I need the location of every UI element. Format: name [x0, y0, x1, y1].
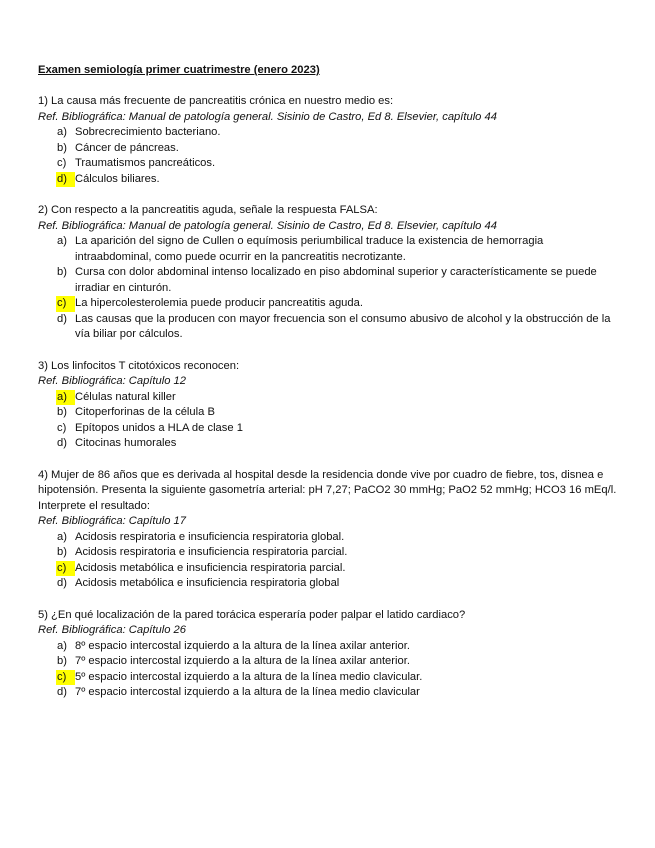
option-text: La aparición del signo de Cullen o equímosis periumbilical traduce la existencia de hemorragia intraabdominal, como puede ocurrir en la pancreatitis necrotizante. — [75, 235, 544, 263]
answer-option — [38, 530, 618, 546]
option-text: Sobrecrecimiento bacteriano. — [75, 126, 221, 138]
question-reference: Ref. Bibliográfica: Manual de patología general. Sisinio de Castro, Ed 8. Elsevier, capítulo 44 — [38, 219, 497, 232]
answer-option — [38, 141, 618, 157]
option-text: 7º espacio intercostal izquierdo a la altura de la línea medio clavicular — [75, 686, 420, 698]
answer-option — [38, 545, 618, 561]
question-reference: Ref. Bibliográfica: Capítulo 12 — [38, 375, 187, 387]
question-reference: Ref. Bibliográfica: Capítulo 17 — [38, 515, 187, 527]
question-reference: Ref. Bibliográfica: Capítulo 26 — [38, 624, 187, 636]
option-text: Citoperforinas de la célula B — [75, 406, 215, 418]
answer-option — [38, 639, 618, 655]
question-block — [38, 94, 618, 187]
highlighted-option-letter: c) — [56, 296, 75, 312]
answer-option — [38, 561, 618, 577]
document-content — [38, 63, 618, 717]
option-letter: d) — [57, 686, 67, 698]
question-reference: Ref. Bibliográfica: Manual de patología general. Sisinio de Castro, Ed 8. Elsevier, capítulo 44 — [38, 110, 497, 123]
option-letter: c) — [57, 421, 67, 434]
option-text: 5º espacio intercostal izquierdo a la altura de la línea medio clavicular. — [75, 670, 423, 683]
answer-option — [38, 296, 618, 312]
highlighted-option-letter: c) — [56, 561, 75, 577]
answer-option — [38, 156, 618, 172]
answer-option — [38, 125, 618, 141]
option-letter: d) — [57, 312, 67, 325]
option-text: Las causas que la producen con mayor frecuencia son el consumo abusivo de alcohol y la obstrucción de la vía biliar por cálculos. — [75, 312, 611, 340]
answer-option — [38, 265, 618, 296]
question-stem: 2) Con respecto a la pancreatitis aguda, señale la respuesta FALSA: — [38, 204, 378, 216]
answer-option — [38, 421, 618, 437]
question-list — [38, 94, 618, 701]
answer-option — [38, 172, 618, 188]
option-letter: b) — [57, 655, 67, 667]
option-text: Cálculos biliares. — [75, 172, 160, 185]
option-text: Acidosis respiratoria e insuficiencia respiratoria global. — [75, 530, 345, 543]
answer-option — [38, 436, 618, 452]
highlighted-option-letter: a) — [56, 390, 75, 406]
question-stem: 3) Los linfocitos T citotóxicos reconocen: — [38, 359, 240, 372]
option-letter: b) — [57, 266, 67, 278]
answer-option — [38, 312, 618, 343]
highlighted-option-letter: d) — [56, 172, 75, 188]
answer-option — [38, 234, 618, 265]
option-letter: b) — [57, 546, 67, 558]
option-letter: b) — [57, 406, 67, 418]
question-block — [38, 203, 618, 343]
option-text: La hipercolesterolemia puede producir pancreatitis aguda. — [75, 297, 363, 309]
question-block — [38, 468, 618, 592]
option-letter: c) — [57, 157, 67, 169]
option-text: Citocinas humorales — [75, 437, 177, 449]
question-block — [38, 608, 618, 701]
answer-option — [38, 390, 618, 406]
option-letter: b) — [57, 141, 67, 154]
question-block — [38, 359, 618, 452]
option-text: Traumatismos pancreáticos. — [75, 157, 216, 169]
option-letter: d) — [57, 437, 67, 449]
option-text: Células natural killer — [75, 390, 176, 403]
answer-option — [38, 685, 618, 701]
answer-option — [38, 654, 618, 670]
option-text: Epítopos unidos a HLA de clase 1 — [75, 421, 243, 434]
option-letter: a) — [57, 235, 67, 247]
question-stem: 5) ¿En qué localización de la pared torácica esperaría poder palpar el latido cardiaco? — [38, 608, 466, 621]
option-text: 8º espacio intercostal izquierdo a la altura de la línea axilar anterior. — [75, 639, 410, 652]
answer-option — [38, 670, 618, 686]
option-text: Acidosis respiratoria e insuficiencia respiratoria parcial. — [75, 546, 348, 558]
answer-option — [38, 405, 618, 421]
option-letter: a) — [57, 639, 67, 652]
option-letter: a) — [57, 530, 67, 543]
option-text: Cursa con dolor abdominal intenso localizado en piso abdominal superior y característicamente se puede irradiar en cinturón. — [75, 266, 597, 294]
highlighted-option-letter: c) — [56, 670, 75, 686]
option-text: 7º espacio intercostal izquierdo a la altura de la línea axilar anterior. — [75, 655, 410, 667]
option-letter: a) — [57, 126, 67, 138]
question-stem: 1) La causa más frecuente de pancreatitis crónica en nuestro medio es: — [38, 95, 394, 107]
answer-option — [38, 576, 618, 592]
question-stem: 4) Mujer de 86 años que es derivada al hospital desde la residencia donde vive por cuadro de fiebre, tos, disnea e hipotensión. Presenta la siguiente gasometría arterial: pH 7,27; PaCO2 30 mmHg; PaO2 52 mmHg; HCO3 16 mEq/l. Interprete el resultado: — [38, 468, 617, 512]
option-text: Acidosis metabólica e insuficiencia respiratoria parcial. — [75, 561, 346, 574]
option-text: Acidosis metabólica e insuficiencia respiratoria global — [75, 577, 340, 589]
option-letter: d) — [57, 577, 67, 589]
exam-title: Examen semiología primer cuatrimestre (enero 2023) — [38, 64, 320, 76]
option-text: Cáncer de páncreas. — [75, 141, 179, 154]
